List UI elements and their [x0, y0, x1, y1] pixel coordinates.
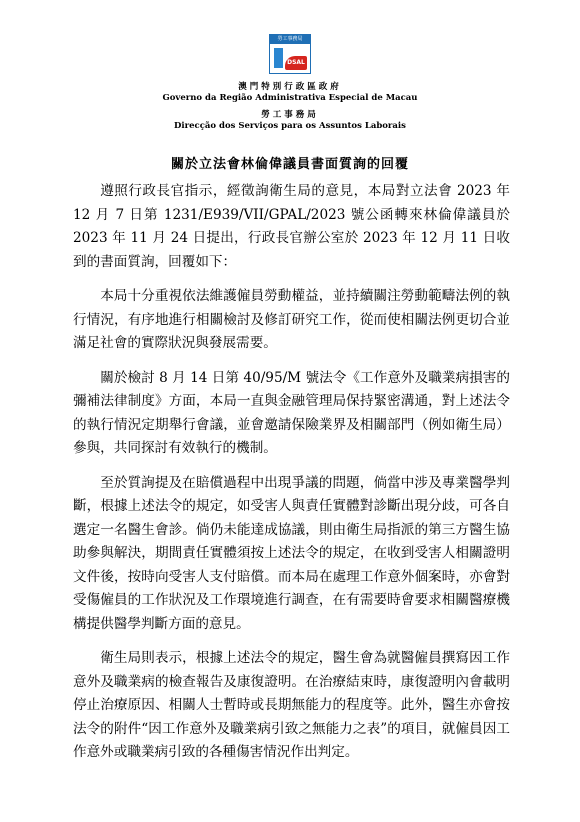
- logo-badge-text: DSAL: [287, 59, 305, 66]
- document-body: [73, 180, 510, 776]
- logo-banner: [270, 35, 310, 44]
- paragraph-4: 至於質詢提及在賠償過程中出現爭議的問題，倘當中涉及專業醫學判斷，根據上述法令的規定，如受害人與責任實體對診斷出現分歧，可各自選定一名醫生會診。倘仍未能達成協議，則由衛生局指派的第三方醫生協助參與解決，期間責任實體須按上述法令的規定，在收到受害人相關證明文件後，按時向受害人支付賠償。而本局在處理工作意外個案時，亦會對受傷僱員的工作狀況及工作環境進行調查，在有需要時會要求相關醫療機構提供醫學判斷方面的意見。: [73, 474, 510, 632]
- government-name-chinese: 澳門特別行政區政府: [238, 82, 342, 92]
- paragraph-3: 關於檢討 8 月 14 日第 40/95/M 號法令《工作意外及職業病損害的彌補法律制度》方面，本局一直與金融管理局保持緊密溝通，對上述法令的執行情況定期舉行會議，並會邀請保險業界及相關部門（例如衛生局）參與，共同探討有效執行的機制。: [73, 369, 510, 456]
- government-name-portuguese: Governo da Região Administrativa Especial de Macau: [162, 93, 418, 103]
- paragraph-5: 衛生局則表示，根據上述法令的規定，醫生會為就醫僱員撰寫因工作意外及職業病的檢查報告及康復證明。在治療結束時，康復證明內會載明停止治療原因、相關人士暫時或長期無能力的程度等。此外，醫生亦會按法令的附件“因工作意外及職業病引致之無能力之表”的項目，就僱員因工作意外或職業病引致的各種傷害情況作出判定。: [73, 650, 510, 760]
- department-name-portuguese: Direcção dos Serviços para os Assuntos Laborais: [174, 121, 406, 131]
- dsal-logo: [269, 34, 311, 74]
- paragraph-2: 本局十分重視依法維護僱員勞動權益，並持續關注勞動範疇法例的執行情況，有序地進行相關檢討及修訂研究工作，從而使相關法例更切合並滿足社會的實際狀況與發展需要。: [73, 288, 510, 351]
- paragraph-1: 遵照行政長官指示，經徵詢衛生局的意見，本局對立法會 2023 年 12 月 7 日第 1231/E939/VII/GPAL/2023 號公函轉來林倫偉議員於 2023 年 11 月 24 日提出，行政長官辦公室於 2023 年 12 月 11 日收到的書面質詢，回覆如下：: [73, 183, 510, 270]
- logo-blue-shape: [274, 48, 283, 68]
- logo-badge: [285, 56, 307, 70]
- department-name-chinese: 勞工事務局: [261, 110, 319, 120]
- logo-top-text: 勞工事務局: [277, 36, 303, 42]
- document-title: 關於立法會林倫偉議員書面質詢的回覆: [170, 157, 409, 172]
